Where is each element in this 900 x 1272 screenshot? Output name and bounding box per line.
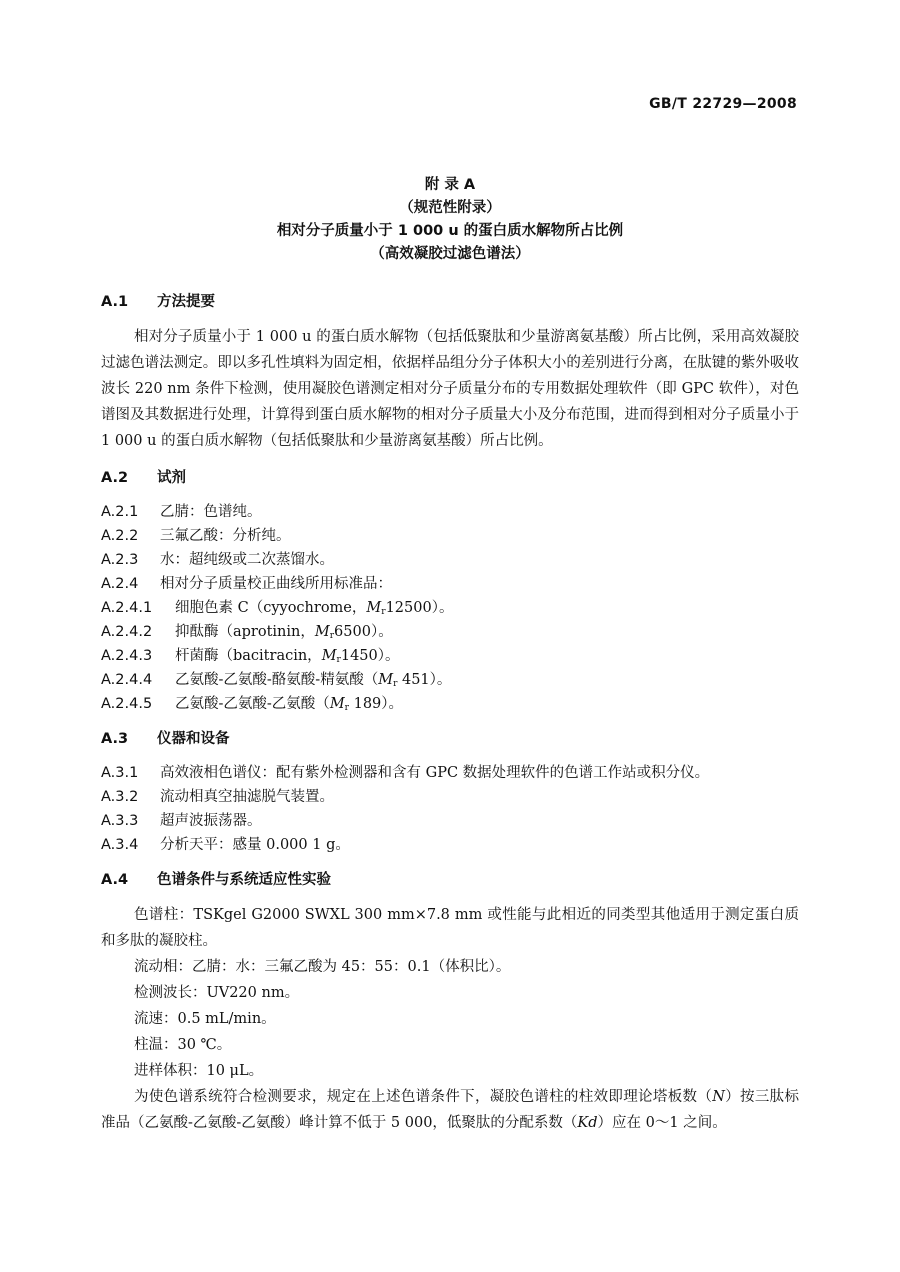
list-item	[101, 500, 799, 524]
item-text-end: 189）。	[348, 696, 404, 712]
standard-code: GB/T 22729—2008	[649, 96, 797, 112]
text-part: 为使色谱系统符合检测要求，规定在上述色谱条件下，凝胶色谱柱的柱效即理论塔板数（	[134, 1089, 713, 1105]
list-item	[101, 668, 799, 692]
section-title: 色谱条件与系统适应性实验	[157, 872, 331, 888]
mass-subscript: r	[381, 607, 386, 617]
item-number: A.2.4.1	[101, 600, 153, 616]
mass-subscript: r	[393, 679, 398, 689]
equipment-list	[101, 761, 799, 857]
item-text: 三氟乙酸：分析纯。	[160, 528, 291, 544]
mass-symbol: M	[321, 648, 337, 664]
mass-symbol: M	[329, 696, 345, 712]
list-item	[101, 692, 799, 716]
section-title: 方法提要	[157, 294, 215, 310]
item-text: 超声波振荡器。	[160, 813, 262, 829]
section-number: A.2	[101, 470, 129, 486]
item-text-end: 451）。	[397, 672, 452, 688]
column-temperature-line: 柱温：30 ℃。	[134, 1037, 232, 1053]
document-body	[101, 290, 799, 1136]
list-item	[101, 548, 799, 572]
appendix-title: 相对分子质量小于 1 000 u 的蛋白质水解物所占比例	[276, 223, 624, 239]
section-heading-a2	[101, 466, 799, 490]
section-title: 仪器和设备	[157, 731, 230, 747]
column-paragraph: 色谱柱：TSKgel G2000 SWXL 300 mm×7.8 mm 或性能与此相近的同类型其他适用于测定蛋白质和多肽的凝胶柱。	[101, 907, 799, 949]
appendix-label: 附 录 A	[424, 177, 476, 193]
list-item	[101, 572, 799, 596]
section-number: A.1	[101, 294, 129, 310]
mass-symbol: M	[378, 672, 394, 688]
flow-rate-line: 流速：0.5 mL/min。	[134, 1011, 276, 1027]
appendix-type: （规范性附录）	[399, 200, 501, 216]
list-item	[101, 833, 799, 857]
list-item	[101, 644, 799, 668]
section-number: A.4	[101, 872, 129, 888]
section-number: A.3	[101, 731, 129, 747]
item-number: A.2.4.3	[101, 648, 153, 664]
section-title: 试剂	[157, 470, 186, 486]
list-item	[101, 524, 799, 548]
item-text: 流动相真空抽滤脱气装置。	[160, 789, 334, 805]
list-item	[101, 620, 799, 644]
appendix-method: （高效凝胶过滤色谱法）	[370, 246, 530, 262]
system-suitability-paragraph	[101, 1084, 799, 1136]
mass-symbol: M	[314, 624, 330, 640]
item-text: 水：超纯级或二次蒸馏水。	[160, 552, 334, 568]
method-summary-paragraph: 相对分子质量小于 1 000 u 的蛋白质水解物（包括低聚肽和少量游离氨基酸）所占比例，采用高效凝胶过滤色谱法测定。即以多孔性填料为固定相，依据样品组分分子体积大小的差别进行分离，在肽键的紫外吸收波长 220 nm 条件下检测，使用凝胶色谱测定相对分子质量分布的专用数据处理软件（即 GPC 软件），对色谱图及其数据进行处理，计算得到蛋白质水解物的相对分子质量大小及分布范围，进而得到相对分子质量小于 1 000 u 的蛋白质水解物（包括低聚肽和少量游离氨基酸）所占比例。	[101, 329, 799, 449]
mass-subscript: r	[329, 631, 335, 641]
item-text-end: 1450）。	[340, 648, 400, 664]
item-number: A.2.4	[101, 576, 139, 592]
item-number: A.2.4.4	[101, 672, 153, 688]
reagents-list	[101, 500, 799, 716]
item-text-end: 6500）。	[334, 624, 393, 640]
list-item	[101, 596, 799, 620]
text-part: ）应在 0～1 之间。	[597, 1115, 727, 1131]
item-text: 乙氨酸-乙氨酸-酪氨酸-精氨酸（	[175, 672, 379, 688]
section-heading-a1	[101, 290, 799, 314]
item-text: 杆菌酶（bacitracin，	[175, 648, 322, 664]
item-number: A.2.3	[101, 552, 139, 568]
item-text: 分析天平：感量 0.000 1 g。	[160, 837, 350, 853]
item-number: A.2.1	[101, 504, 139, 520]
item-text: 细胞色素 C（cyyochrome，	[175, 600, 367, 616]
section-heading-a3	[101, 727, 799, 751]
item-text-end: 12500）。	[385, 600, 454, 616]
mass-subscript: r	[344, 703, 349, 713]
item-text: 乙腈：色谱纯。	[160, 504, 262, 520]
list-item	[101, 809, 799, 833]
list-item	[101, 785, 799, 809]
item-number: A.3.1	[101, 765, 139, 781]
plate-number-symbol: N	[712, 1089, 725, 1105]
appendix-title-block	[0, 174, 900, 266]
text-part: ）按三肽标准品（乙氨酸-乙氨酸-乙氨酸）峰计算不低于 5 000，低聚肽的分配系数（	[101, 1089, 800, 1131]
item-text: 乙氨酸-乙氨酸-乙氨酸（	[175, 696, 330, 712]
mass-subscript: r	[336, 655, 341, 665]
mobile-phase-line: 流动相：乙腈：水：三氟乙酸为 45：55：0.1（体积比）。	[134, 959, 511, 975]
item-number: A.3.4	[101, 837, 139, 853]
list-item	[101, 761, 799, 785]
item-number: A.3.3	[101, 813, 139, 829]
item-text: 高效液相色谱仪：配有紫外检测器和含有 GPC 数据处理软件的色谱工作站或积分仪。	[160, 765, 710, 781]
wavelength-line: 检测波长：UV220 nm。	[134, 985, 300, 1001]
item-text: 相对分子质量校正曲线所用标准品：	[160, 576, 392, 592]
section-heading-a4	[101, 868, 799, 892]
mass-symbol: M	[366, 600, 382, 616]
item-number: A.2.4.2	[101, 624, 153, 640]
item-number: A.2.4.5	[101, 696, 153, 712]
kd-symbol: Kd	[577, 1115, 598, 1131]
injection-volume-line: 进样体积：10 μL。	[134, 1063, 264, 1079]
item-number: A.2.2	[101, 528, 139, 544]
item-number: A.3.2	[101, 789, 139, 805]
item-text: 抑酞酶（aprotinin，	[175, 624, 315, 640]
